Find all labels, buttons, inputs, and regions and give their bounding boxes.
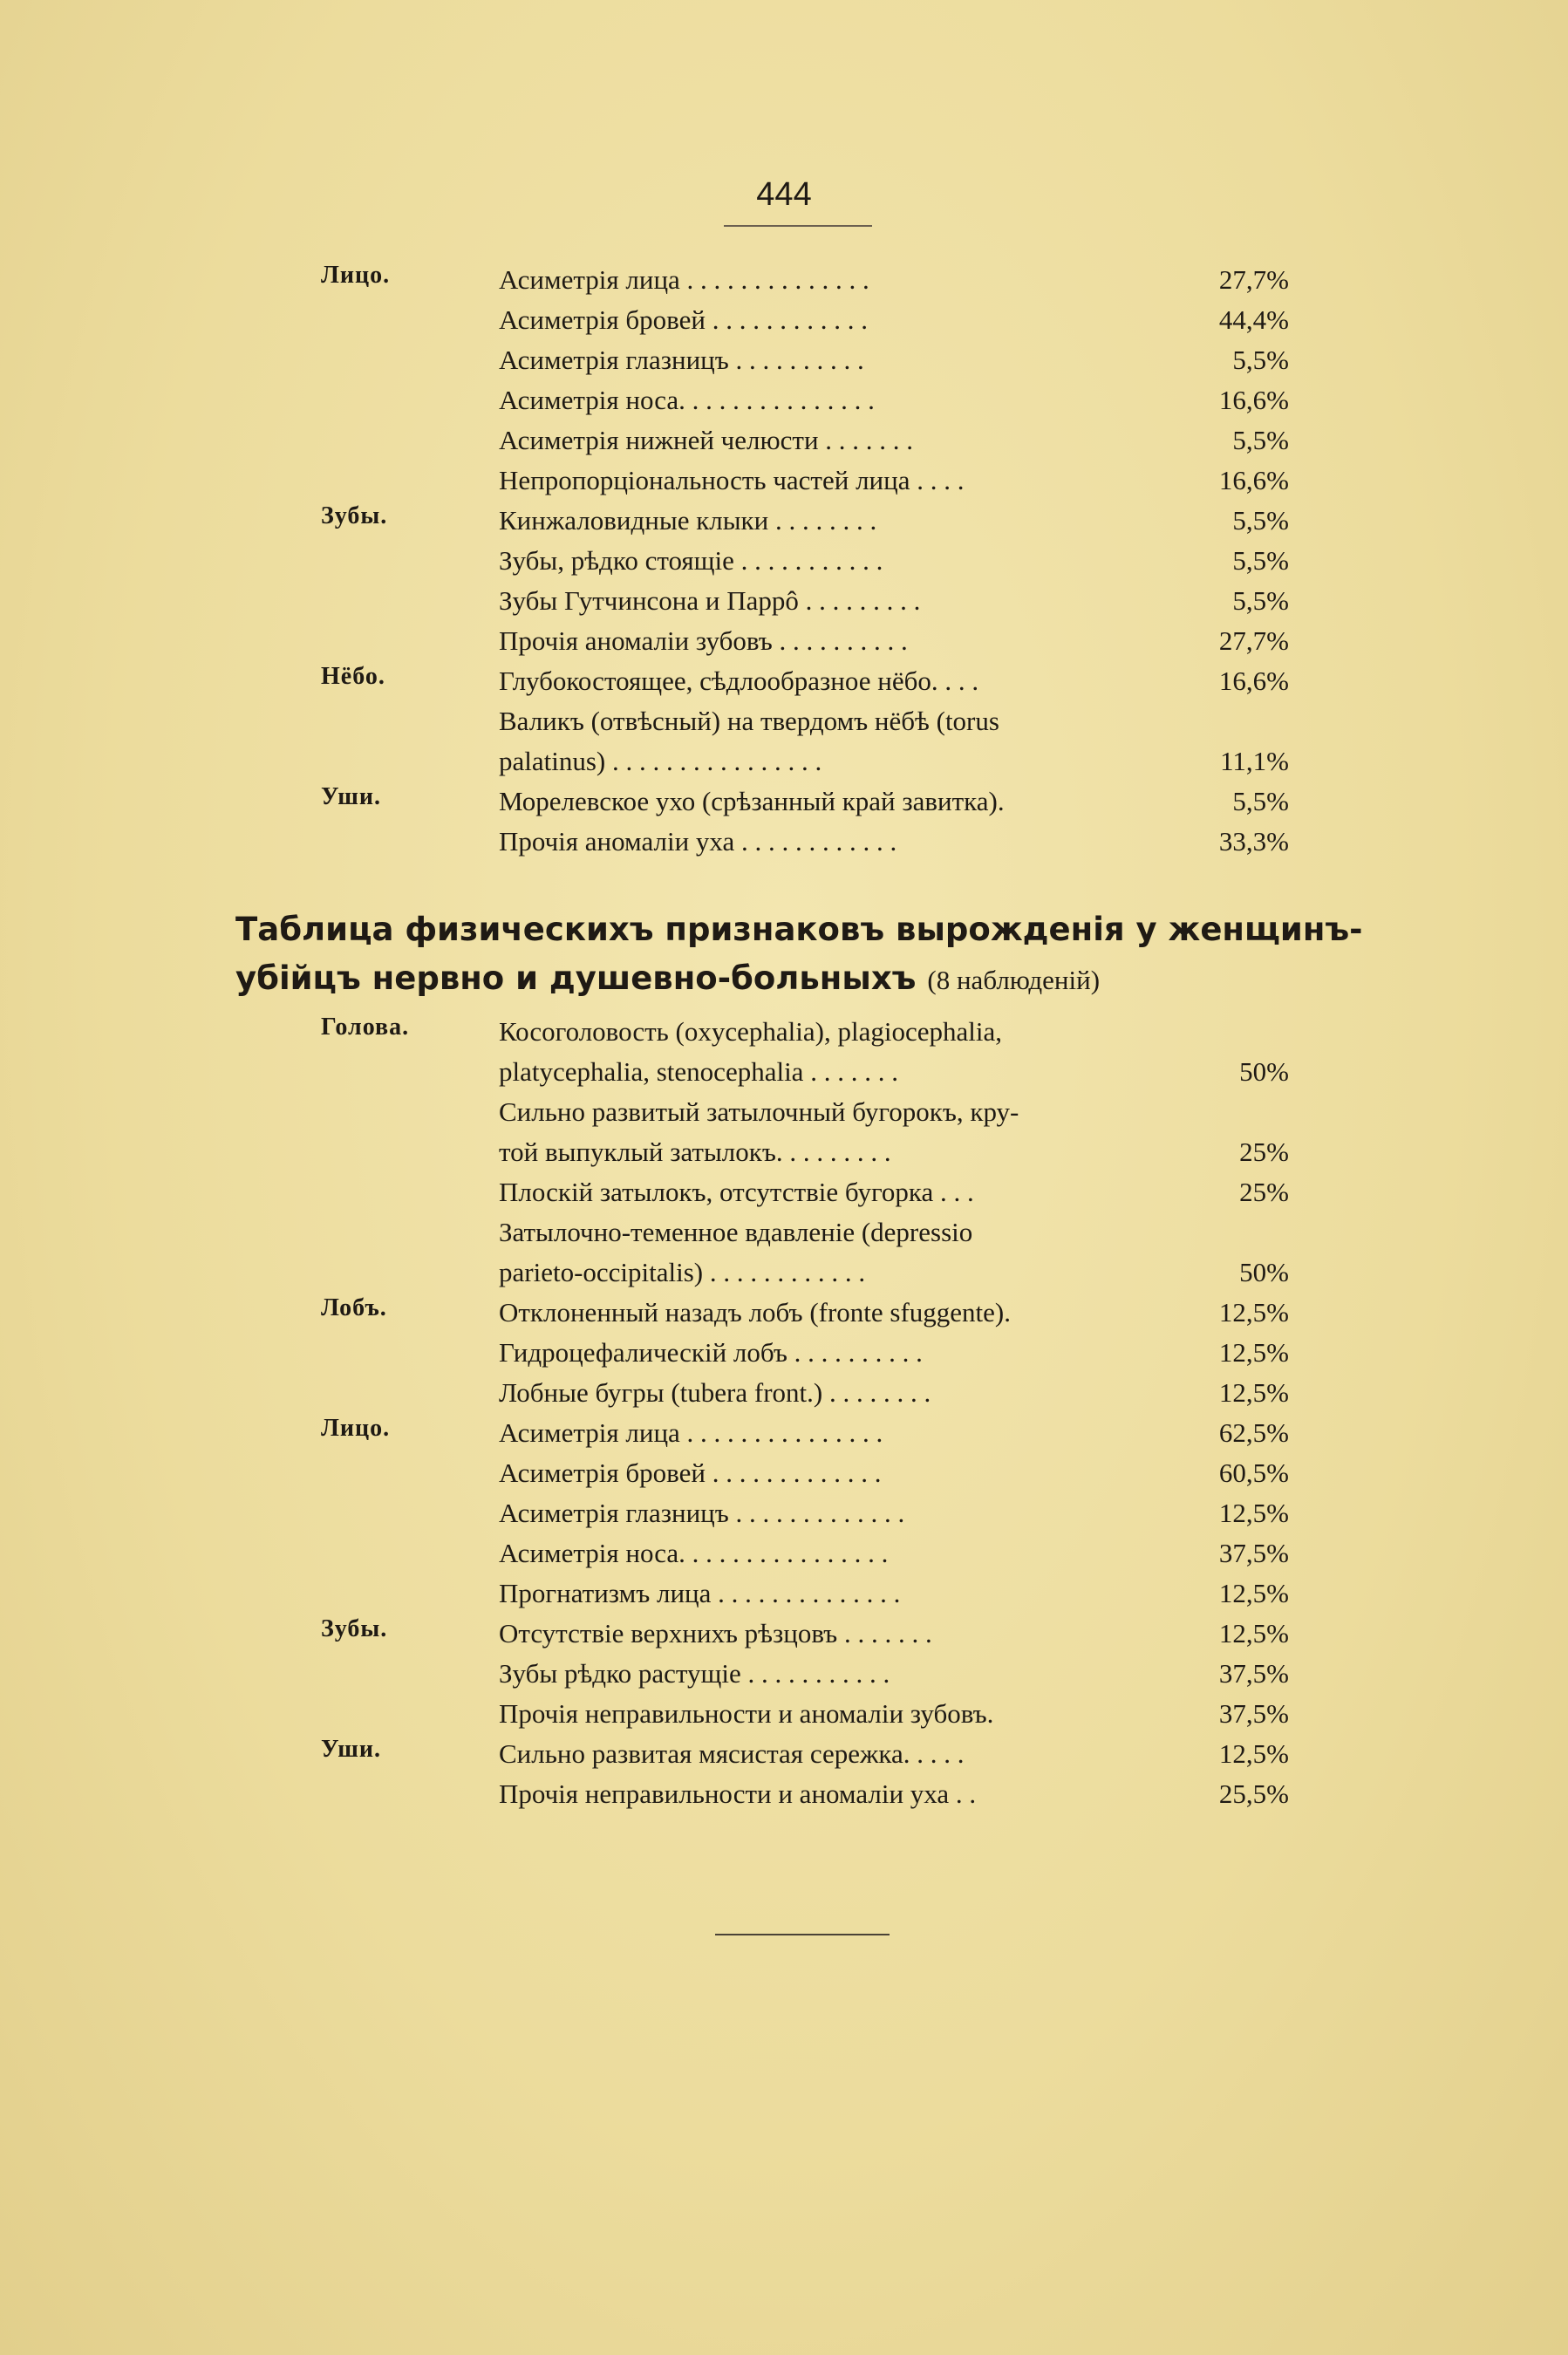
row-value: 5,5% [1232, 425, 1289, 455]
row-label: Асиметрія глазницъ . . . . . . . . . . [499, 345, 864, 375]
row-category: Зубы. [321, 1615, 388, 1642]
table-row [0, 1493, 1568, 1533]
row-value: 27,7% [1218, 625, 1289, 656]
table-row [0, 541, 1568, 581]
row-value: 12,5% [1218, 1578, 1289, 1608]
row-value: 16,6% [1218, 666, 1289, 696]
table-row [0, 1092, 1568, 1172]
row-value: 60,5% [1218, 1457, 1289, 1488]
row-value: 50% [1239, 1257, 1289, 1287]
row-value: 12,5% [1218, 1377, 1289, 1408]
row-label: Сильно развитый затылочный бугорокъ, кру- той выпуклый затылокъ. . . . . . . . . [499, 1096, 1019, 1167]
row-category: Зубы. [321, 502, 388, 529]
row-value: 5,5% [1232, 786, 1289, 816]
table-section-2 [0, 1012, 1568, 1814]
table-row [0, 260, 1568, 300]
row-label: Отсутствіе верхнихъ рѣзцовъ . . . . . . . [499, 1618, 932, 1648]
table-row [0, 380, 1568, 420]
row-label: Зубы, рѣдко стоящіе . . . . . . . . . . . [499, 545, 883, 576]
table-row [0, 621, 1568, 661]
row-category: Уши. [321, 783, 382, 810]
heading-line-2 [235, 954, 1387, 1005]
row-label: Асиметрія носа. . . . . . . . . . . . . . . [499, 385, 875, 415]
row-value: 5,5% [1232, 585, 1289, 616]
table-row [0, 1172, 1568, 1212]
row-label: Непропорціональность частей лица . . . . [499, 465, 965, 495]
row-value: 25,5% [1218, 1778, 1289, 1809]
row-label: Асиметрія носа. . . . . . . . . . . . . . . . [499, 1538, 889, 1568]
row-label: Зубы Гутчинсона и Паррô . . . . . . . . . [499, 585, 921, 616]
row-label: Прочія неправильности и аномаліи зубовъ. [499, 1698, 994, 1729]
table-row [0, 1533, 1568, 1573]
row-label: Морелевское ухо (срѣзанный край завитка). [499, 786, 1005, 816]
table-row [0, 1573, 1568, 1614]
page-number: 444 [756, 176, 812, 213]
row-label: Асиметрія глазницъ . . . . . . . . . . . . . [499, 1498, 905, 1528]
table-row [0, 1453, 1568, 1493]
row-value: 37,5% [1218, 1658, 1289, 1689]
row-value: 33,3% [1218, 826, 1289, 857]
row-label: Прочія аномаліи зубовъ . . . . . . . . . . [499, 625, 908, 656]
row-category: Лицо. [321, 1415, 391, 1442]
row-label: Асиметрія нижней челюсти . . . . . . . [499, 425, 914, 455]
table-row [0, 300, 1568, 340]
row-value: 12,5% [1218, 1297, 1289, 1328]
table-row [0, 661, 1568, 701]
table-heading [235, 905, 1387, 1005]
row-value: 5,5% [1232, 505, 1289, 536]
row-label: Затылочно-теменное вдавленіе (depressio parieto-occipitalis) . . . . . . . . . . . . [499, 1217, 973, 1287]
table-row [0, 581, 1568, 621]
table-row [0, 1734, 1568, 1774]
row-value: 16,6% [1218, 465, 1289, 495]
row-category: Уши. [321, 1736, 382, 1763]
table-row [0, 1774, 1568, 1814]
table-row [0, 1413, 1568, 1453]
row-value: 25% [1239, 1177, 1289, 1207]
page-number-rule [724, 225, 872, 227]
table-row [0, 1293, 1568, 1333]
row-label: Асиметрія лица . . . . . . . . . . . . . . [499, 264, 869, 295]
row-category: Лицо. [321, 262, 391, 289]
row-value: 12,5% [1218, 1738, 1289, 1769]
row-value: 5,5% [1232, 545, 1289, 576]
end-rule [715, 1934, 890, 1935]
table-row [0, 1654, 1568, 1694]
row-category: Лобъ. [321, 1294, 387, 1321]
row-label: Глубокостоящее, сѣдлообразное нёбо. . . . [499, 666, 979, 696]
row-value: 5,5% [1232, 345, 1289, 375]
row-label: Асиметрія бровей . . . . . . . . . . . . [499, 304, 868, 335]
row-label: Лобные бугры (tubera front.) . . . . . . . . [499, 1377, 931, 1408]
row-label: Сильно развитая мясистая сережка. . . . . [499, 1738, 965, 1769]
table-row [0, 461, 1568, 501]
table-row [0, 420, 1568, 461]
heading-title-part: убійцъ нервно и душевно-больныхъ [235, 959, 917, 997]
table-row [0, 1012, 1568, 1092]
row-label: Асиметрія лица . . . . . . . . . . . . . . . [499, 1417, 883, 1448]
row-value: 37,5% [1218, 1538, 1289, 1568]
row-value: 27,7% [1218, 264, 1289, 295]
table-row [0, 340, 1568, 380]
heading-subtitle: (8 наблюденій) [927, 965, 1101, 995]
table-row [0, 1212, 1568, 1293]
row-label: Косоголовость (oxycephalia), plagiocephalia, platycephalia, stenocephalia . . . . . . . [499, 1016, 1002, 1087]
table-row [0, 782, 1568, 822]
row-value: 62,5% [1218, 1417, 1289, 1448]
row-label: Прочія аномаліи уха . . . . . . . . . . . . [499, 826, 897, 857]
row-value: 12,5% [1218, 1337, 1289, 1368]
table-section-1 [0, 260, 1568, 862]
row-value: 11,1% [1220, 746, 1289, 776]
table-row [0, 501, 1568, 541]
row-value: 25% [1239, 1137, 1289, 1167]
row-label: Прочія неправильности и аномаліи уха . . [499, 1778, 977, 1809]
row-label: Плоскій затылокъ, отсутствіе бугорка . . . [499, 1177, 974, 1207]
row-label: Кинжаловидные клыки . . . . . . . . [499, 505, 877, 536]
row-label: Зубы рѣдко растущіе . . . . . . . . . . . [499, 1658, 890, 1689]
row-label: Прогнатизмъ лица . . . . . . . . . . . . . . [499, 1578, 901, 1608]
table-row [0, 1694, 1568, 1734]
row-label: Асиметрія бровей . . . . . . . . . . . . . [499, 1457, 882, 1488]
row-label: Отклоненный назадъ лобъ (fronte sfuggente). [499, 1297, 1012, 1328]
row-category: Нёбо. [321, 663, 385, 690]
row-value: 12,5% [1218, 1498, 1289, 1528]
row-value: 16,6% [1218, 385, 1289, 415]
row-value: 44,4% [1218, 304, 1289, 335]
table-row [0, 822, 1568, 862]
row-value: 37,5% [1218, 1698, 1289, 1729]
table-row [0, 1614, 1568, 1654]
row-category: Голова. [321, 1014, 410, 1041]
row-label: Гидроцефалическій лобъ . . . . . . . . . . [499, 1337, 923, 1368]
row-label: Валикъ (отвѣсный) на твердомъ нёбѣ (torus palatinus) . . . . . . . . . . . . . . . . [499, 706, 999, 776]
table-row [0, 701, 1568, 782]
heading-line-1: Таблица физическихъ признаковъ вырожденія у женщинъ- [235, 911, 1363, 948]
table-row [0, 1333, 1568, 1373]
row-value: 12,5% [1218, 1618, 1289, 1648]
row-value: 50% [1239, 1056, 1289, 1087]
table-row [0, 1373, 1568, 1413]
